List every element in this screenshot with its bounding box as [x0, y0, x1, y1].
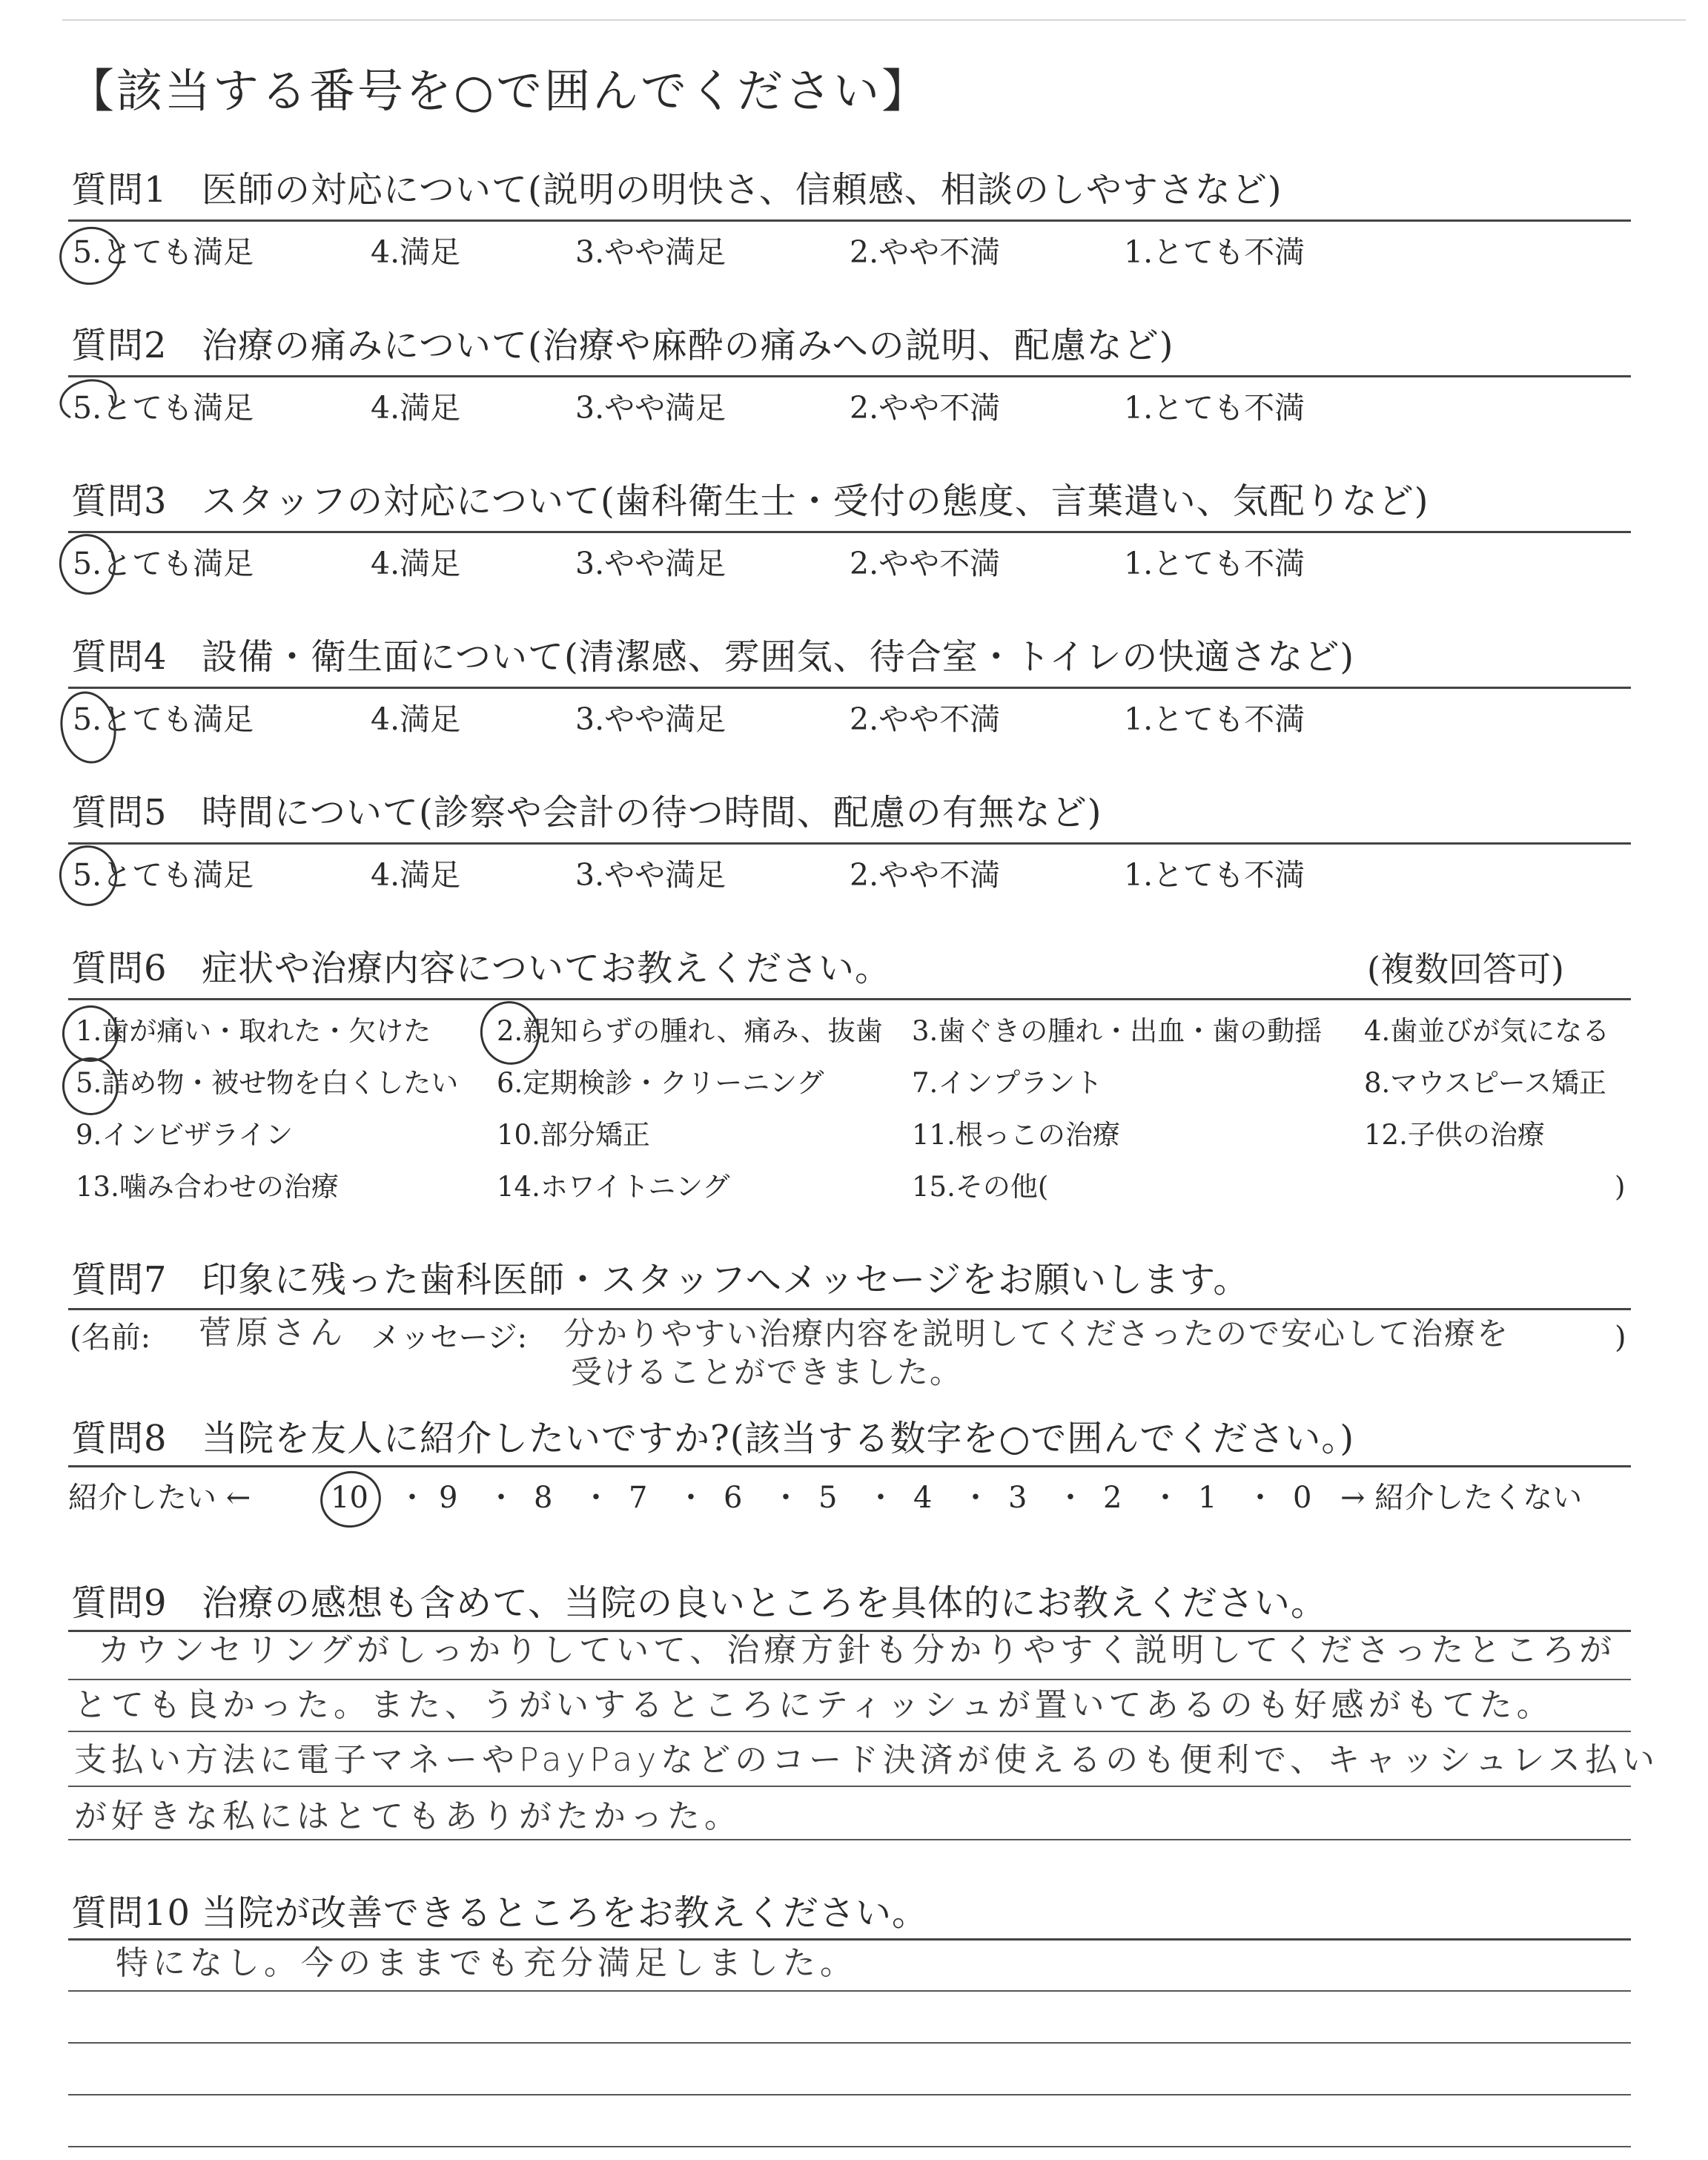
q9-answer-line-4[interactable]: が好きな私にはとてもありがたかった。 — [74, 1797, 741, 1835]
question-7-text: 印象に残った歯科医師・スタッフへメッセージをお願いします。 — [202, 1259, 1250, 1301]
q3-selection-circle — [53, 529, 121, 600]
question-10-rule — [68, 1938, 1631, 1941]
q5-option-5[interactable]: 5.とても満足 — [73, 857, 254, 893]
question-3-text: スタッフの対応について(歯科衛生士・受付の態度、言葉遣い、気配りなど) — [202, 480, 1429, 522]
q9-answer-line-1[interactable]: カウンセリングがしっかりしていて、治療方針も分かりやすく説明してくださったところが — [98, 1631, 1617, 1669]
question-4-number: 質問4 — [71, 636, 168, 678]
q5-selection-circle — [53, 840, 122, 911]
q4-option-4[interactable]: 4.満足 — [371, 701, 461, 737]
q8-dot: ・ — [1245, 1481, 1275, 1515]
q10-answer-rule — [68, 2146, 1631, 2147]
question-10-heading — [71, 1892, 929, 1934]
question-8-heading — [71, 1418, 1355, 1459]
q9-answer-rule — [68, 1731, 1631, 1732]
multiple-answers-note: (複数回答可) — [1367, 949, 1564, 989]
form-title: 【該当する番号を○で囲んでください】 — [68, 64, 930, 118]
question-8-rule — [68, 1465, 1631, 1467]
q5-option-1[interactable]: 1.とても不満 — [1124, 857, 1305, 893]
q10-answer-rule — [68, 1990, 1631, 1992]
q6-option-5[interactable]: 5.詰め物・被せ物を白くしたい — [76, 1067, 459, 1099]
question-3-heading — [71, 480, 1429, 522]
q8-dot: ・ — [771, 1481, 801, 1515]
q1-option-5[interactable]: 5.とても満足 — [73, 234, 254, 270]
question-6-text: 症状や治療内容についてお教えください。 — [202, 948, 892, 989]
q9-answer-rule — [68, 1839, 1631, 1840]
q8-dot: ・ — [866, 1481, 896, 1515]
q8-scale-1[interactable]: 1 — [1198, 1481, 1217, 1515]
q3-option-3[interactable]: 3.やや満足 — [575, 546, 726, 581]
question-10-text: 当院が改善できるところをお教えください。 — [202, 1892, 929, 1934]
question-2-number: 質問2 — [71, 325, 168, 366]
q8-scale-6[interactable]: 6 — [724, 1481, 743, 1515]
q10-answer-rule — [68, 2094, 1631, 2095]
question-8-text: 当院を友人に紹介したいですか?(該当する数字を○で囲んでください。) — [202, 1418, 1355, 1459]
q1-option-2[interactable]: 2.やや不満 — [850, 234, 1001, 270]
q3-option-4[interactable]: 4.満足 — [371, 546, 461, 581]
question-8-number: 質問8 — [71, 1418, 168, 1459]
question-4-heading — [71, 636, 1355, 678]
q8-scale-10[interactable]: 10 — [331, 1481, 368, 1515]
q8-dot: ・ — [1151, 1481, 1180, 1515]
q1-option-4[interactable]: 4.満足 — [371, 234, 461, 270]
q8-scale-8[interactable]: 8 — [534, 1481, 553, 1515]
q7-message-line-1[interactable]: 分かりやすい治療内容を説明してくださったので安心して治療を — [563, 1315, 1510, 1352]
q10-answer-rule — [68, 2042, 1631, 2044]
q6-selection-circle-2 — [474, 996, 546, 1071]
q5-option-4[interactable]: 4.満足 — [371, 857, 461, 893]
q8-selection-circle — [315, 1465, 386, 1533]
q7-close-paren: ) — [1615, 1321, 1626, 1355]
q9-answer-rule — [68, 1679, 1631, 1680]
q2-option-4[interactable]: 4.満足 — [371, 390, 461, 426]
q8-scale-0[interactable]: 0 — [1293, 1481, 1312, 1515]
q7-message-label: メッセージ: — [371, 1321, 528, 1355]
q10-answer-line-1[interactable]: 特になし。今のままでも充分満足しました。 — [116, 1944, 857, 1982]
q8-dot: ・ — [1056, 1481, 1085, 1515]
q8-scale-5[interactable]: 5 — [818, 1481, 838, 1515]
q8-dot: ・ — [676, 1481, 706, 1515]
q6-option-12[interactable]: 12.子供の治療 — [1364, 1119, 1545, 1151]
q6-option-14[interactable]: 14.ホワイトニング — [497, 1171, 730, 1203]
q4-selection-circle — [54, 686, 123, 768]
q6-option-3[interactable]: 3.歯ぐきの腫れ・出血・歯の動揺 — [912, 1015, 1323, 1047]
q7-name-value[interactable]: 菅原さん — [199, 1314, 347, 1352]
q8-dot: ・ — [486, 1481, 516, 1515]
q1-option-3[interactable]: 3.やや満足 — [575, 234, 726, 270]
q6-option-13[interactable]: 13.噛み合わせの治療 — [76, 1171, 339, 1203]
q4-option-3[interactable]: 3.やや満足 — [575, 701, 726, 737]
q3-option-5[interactable]: 5.とても満足 — [73, 546, 254, 581]
q4-option-5[interactable]: 5.とても満足 — [73, 701, 254, 737]
q2-option-5[interactable]: 5.とても満足 — [73, 390, 254, 426]
question-10-number: 質問10 — [71, 1892, 191, 1934]
q2-option-3[interactable]: 3.やや満足 — [575, 390, 726, 426]
q8-scale-7[interactable]: 7 — [629, 1481, 648, 1515]
q8-scale-2[interactable]: 2 — [1103, 1481, 1122, 1515]
q5-option-2[interactable]: 2.やや不満 — [850, 857, 1001, 893]
question-9-number: 質問9 — [71, 1582, 168, 1624]
q3-option-2[interactable]: 2.やや不満 — [850, 546, 1001, 581]
q8-dot: ・ — [397, 1481, 427, 1515]
q7-name-label: (名前: — [70, 1321, 151, 1355]
q6-option-11[interactable]: 11.根っこの治療 — [912, 1119, 1120, 1151]
question-4-rule — [68, 687, 1631, 689]
q9-answer-rule — [68, 1786, 1631, 1787]
q6-option-10[interactable]: 10.部分矯正 — [497, 1119, 650, 1151]
q7-message-line-2[interactable]: 受けることができました。 — [571, 1354, 963, 1390]
q1-option-1[interactable]: 1.とても不満 — [1124, 234, 1305, 270]
q6-selection-circle-5 — [57, 1052, 125, 1120]
question-1-text: 医師の対応について(説明の明快さ、信頼感、相談のしやすさなど) — [202, 169, 1282, 211]
q2-option-2[interactable]: 2.やや不満 — [850, 390, 1001, 426]
question-1-heading — [71, 169, 1282, 211]
question-3-number: 質問3 — [71, 480, 168, 522]
question-5-heading — [71, 792, 1102, 833]
q8-scale-3[interactable]: 3 — [1008, 1481, 1027, 1515]
question-2-text: 治療の痛みについて(治療や麻酔の痛みへの説明、配慮など) — [202, 325, 1174, 366]
q6-option-1[interactable]: 1.歯が痛い・取れた・欠けた — [76, 1015, 431, 1047]
question-2-heading — [71, 325, 1174, 366]
question-9-text: 治療の感想も含めて、当院の良いところを具体的にお教えください。 — [202, 1582, 1328, 1624]
q8-scale-9[interactable]: 9 — [439, 1481, 458, 1515]
question-1-rule — [68, 219, 1631, 222]
question-1-number: 質問1 — [71, 169, 168, 211]
question-3-rule — [68, 531, 1631, 533]
q2-option-1[interactable]: 1.とても不満 — [1124, 390, 1305, 426]
q3-option-1[interactable]: 1.とても不満 — [1124, 546, 1305, 581]
q6-option-4[interactable]: 4.歯並びが気になる — [1364, 1015, 1610, 1047]
question-6-number: 質問6 — [71, 948, 168, 989]
q8-right-label: → 紹介したくない — [1340, 1481, 1583, 1515]
question-4-text: 設備・衛生面について(清潔感、雰囲気、待合室・トイレの快適さなど) — [202, 636, 1355, 678]
question-7-rule — [68, 1308, 1631, 1310]
q6-option-15-close: ) — [1615, 1171, 1626, 1203]
question-6-heading — [71, 948, 892, 989]
q9-answer-line-3[interactable]: 支払い方法に電子マネーやPayPayなどのコード決済が使えるのも便利で、キャッシュレス払い — [74, 1741, 1660, 1779]
question-5-rule — [68, 842, 1631, 845]
q8-left-label: 紹介したい ← — [68, 1481, 251, 1515]
q9-answer-line-2[interactable]: とても良かった。また、うがいするところにティッシュが置いてあるのも好感がもてた。 — [74, 1686, 1554, 1724]
q8-dot: ・ — [961, 1481, 990, 1515]
question-6-rule — [68, 998, 1631, 1000]
question-2-rule — [68, 375, 1631, 377]
q8-dot: ・ — [581, 1481, 611, 1515]
q5-option-3[interactable]: 3.やや満足 — [575, 857, 726, 893]
q6-option-2[interactable]: 2.親知らずの腫れ、痛み、抜歯 — [497, 1015, 883, 1047]
question-7-number: 質問7 — [71, 1259, 168, 1301]
question-5-text: 時間について(診察や会計の待つ時間、配慮の有無など) — [202, 792, 1102, 833]
q4-option-2[interactable]: 2.やや不満 — [850, 701, 1001, 737]
q1-selection-circle — [54, 221, 127, 291]
q4-option-1[interactable]: 1.とても不満 — [1124, 701, 1305, 737]
q6-option-7[interactable]: 7.インプラント — [912, 1067, 1103, 1099]
question-7-heading — [71, 1259, 1250, 1301]
q6-option-6[interactable]: 6.定期検診・クリーニング — [497, 1067, 824, 1099]
question-9-heading — [71, 1582, 1328, 1624]
q6-option-8[interactable]: 8.マウスピース矯正 — [1364, 1067, 1606, 1099]
top-border — [62, 19, 1686, 21]
question-5-number: 質問5 — [71, 792, 168, 833]
q6-option-9[interactable]: 9.インビザライン — [76, 1119, 294, 1151]
q8-scale-4[interactable]: 4 — [913, 1481, 933, 1515]
q6-option-15[interactable]: 15.その他( — [912, 1171, 1049, 1203]
